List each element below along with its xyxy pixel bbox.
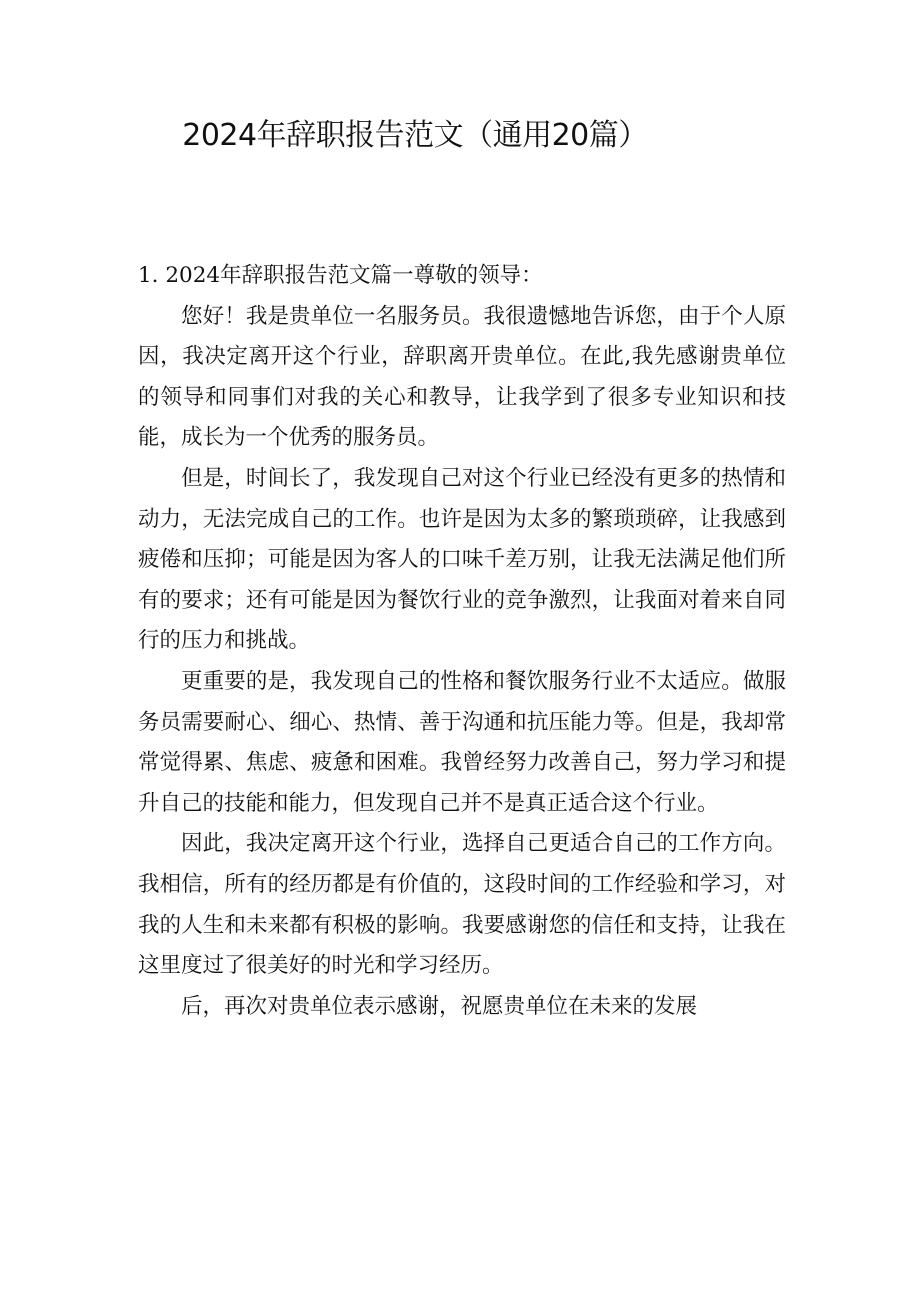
paragraph-personality: 更重要的是，我发现自己的性格和餐饮服务行业不太适应。做服务员需要耐心、细心、热情、善于沟通和抗压能力等。但是，我却常常觉得累、焦虑、疲惫和困难。我曾经努力改善自己，努力学习和提升自己的技能和能力，但发现自己并不是真正适合这个行业。 [138,668,786,816]
paragraph-closing: 后，再次对贵单位表示感谢，祝愿贵单位在未来的发展 [181,993,698,1019]
document-body [138,256,786,1027]
paragraph-reasons: 但是，时间长了，我发现自己对这个行业已经没有更多的热情和动力，无法完成自己的工作。也许是因为太多的繁琐琐碎，让我感到疲倦和压抑；可能是因为客人的口味千差万别，让我无法满足他们所有的要求；还有可能是因为餐饮行业的竞争激烈，让我面对着来自同行的压力和挑战。 [138,465,786,654]
paragraph-decision: 因此，我决定离开这个行业，选择自己更适合自己的工作方向。我相信，所有的经历都是有价值的，这段时间的工作经验和学习，对我的人生和未来都有积极的影响。我要感谢您的信任和支持，让我在这里度过了很美好的时光和学习经历。 [138,831,786,979]
document-title: 2024年辞职报告范文（通用20篇） [182,118,648,153]
section-heading: 1. 2024年辞职报告范文篇一尊敬的领导： [138,263,543,288]
paragraph-greeting: 您好！我是贵单位一名服务员。我很遗憾地告诉您，由于个人原因，我决定离开这个行业，辞职离开贵单位。在此,我先感谢贵单位的领导和同事们对我的关心和教导，让我学到了很多专业知识和技能，成长为一个优秀的服务员。 [138,303,786,451]
